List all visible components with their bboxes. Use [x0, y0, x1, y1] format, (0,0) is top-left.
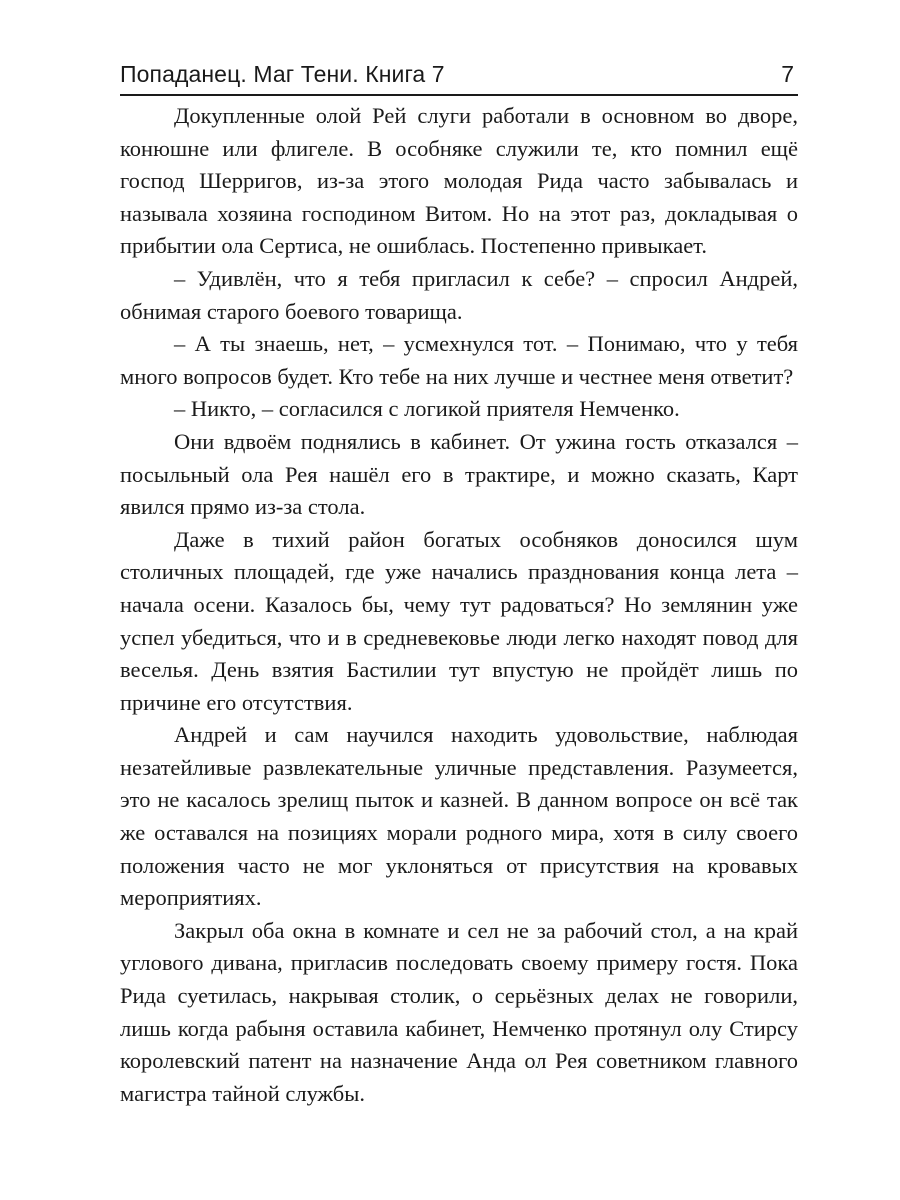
paragraph: – Никто, – согласился с логикой приятеля Немченко.	[174, 396, 680, 422]
paragraph: – А ты знаешь, нет, – усмехнулся тот. – Понимаю, что у тебя много вопросов будет. Кто тебе на них лучше и честнее меня ответит?	[120, 331, 798, 389]
running-header	[120, 56, 798, 92]
page-number: 7	[781, 61, 794, 87]
paragraph: Андрей и сам научился находить удовольствие, наблюдая незатейливые развлекательные уличные представления. Разумеется, это не касалось зрелищ пыток и казней. В данном вопросе он всё так же оставался на позициях морали родного мира, хотя в силу своего положения часто не мог уклоняться от присутствия на кровавых мероприятиях.	[120, 722, 798, 911]
paragraph: Даже в тихий район богатых особняков доносился шум столичных площадей, где уже начались празднования конца лета – начала осени. Казалось бы, чему тут радоваться? Но землянин уже успел убедиться, что и в средневековье люди легко находят повод для веселья. День взятия Бастилии тут впустую не пройдёт лишь по причине его отсутствия.	[120, 526, 798, 715]
paragraph: Докупленные олой Рей слуги работали в основном во дворе, конюшне или флигеле. В особняке служили те, кто помнил ещё господ Шерригов, из-за этого молодая Рида часто забывалась и называла хозяина господином Витом. Но на этот раз, докладывая о прибытии ола Сертиса, не ошиблась. Постепенно привыкает.	[120, 103, 798, 259]
header-rule	[120, 94, 798, 96]
running-title: Попаданец. Маг Тени. Книга 7	[120, 61, 445, 87]
paragraph: Закрыл оба окна в комнате и сел не за рабочий стол, а на край углового дивана, пригласив последовать своему примеру гостя. Пока Рида суетилась, накрывая столик, о серьёзных делах не говорили, лишь когда рабыня оставила кабинет, Немченко протянул олу Стирсу королевский патент на назначение Анда ол Рея советником главного магистра тайной службы.	[120, 917, 798, 1106]
paragraph: – Удивлён, что я тебя пригласил к себе? – спросил Андрей, обнимая старого боевого товарища.	[120, 265, 798, 324]
body-text	[120, 100, 798, 1110]
paragraph: Они вдвоём поднялись в кабинет. От ужина гость отказался – посыльный ола Рея нашёл его в трактире, и можно сказать, Карт явился прямо из-за стола.	[120, 428, 798, 520]
